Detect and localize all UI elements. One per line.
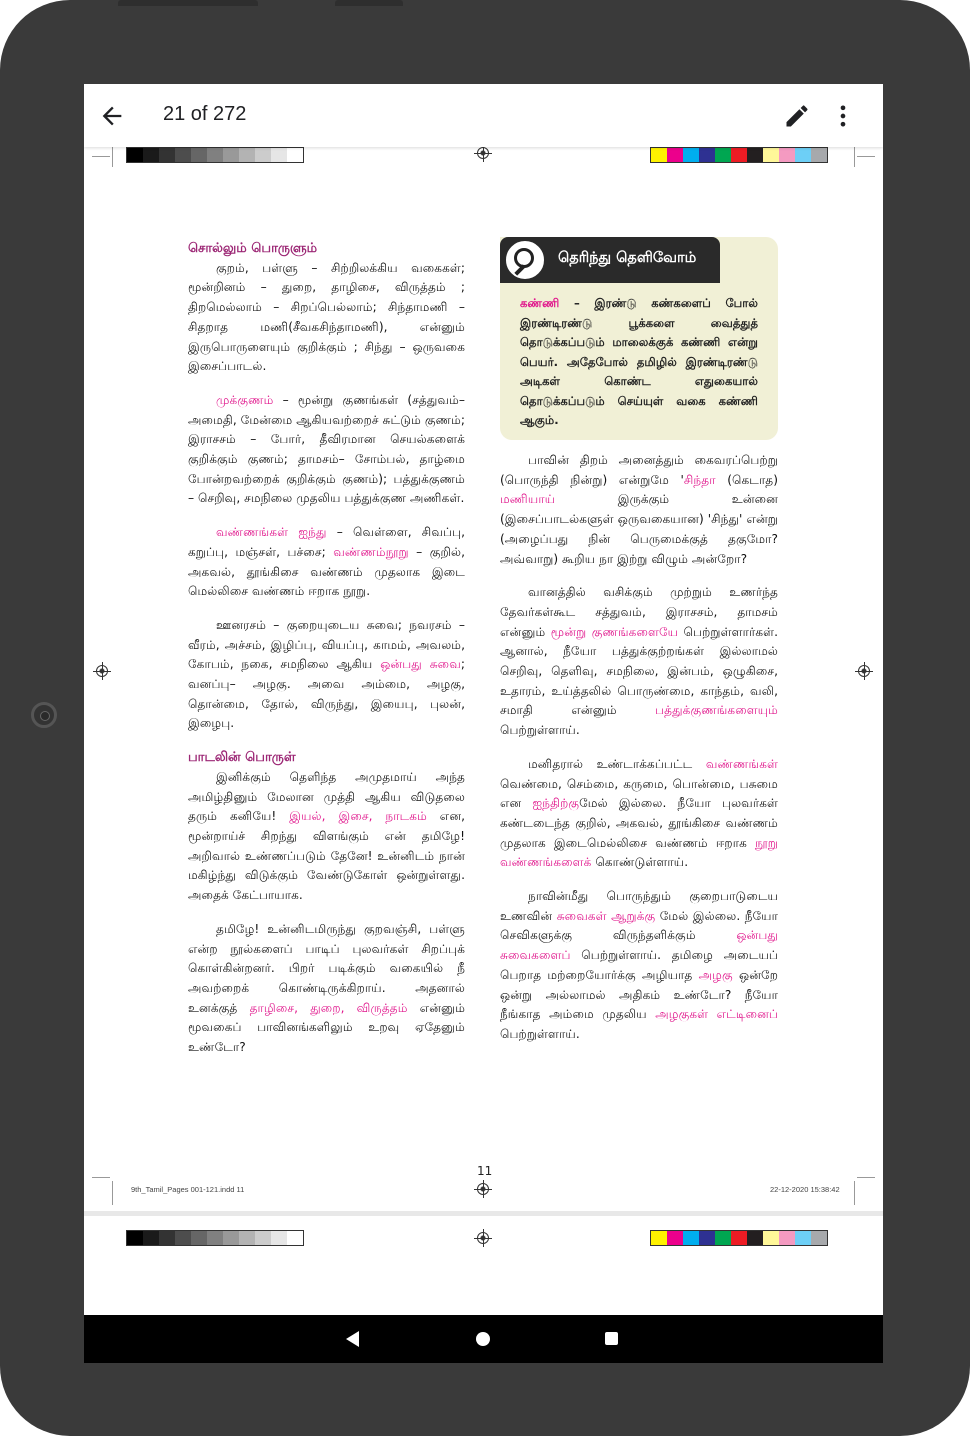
registration-mark xyxy=(477,147,489,159)
crop-mark xyxy=(92,1177,110,1178)
nav-recents-icon[interactable] xyxy=(605,1332,618,1345)
paragraph: ஊனரசம் – குறையுடைய சுவை; நவரசம் – வீரம், அச்சம், இழிப்பு, வியப்பு, காமம், அவலம், கோபம், நகை, சமநிலை ஆகிய ஒன்பது சுவை; வனப்பு– அழகு. அவை அம்மை, அழகு, தொன்மை, தோல், விருந்து, இயைபு, புலன், இழைபு. xyxy=(188,617,465,731)
crop-mark xyxy=(857,156,875,157)
paragraph: முக்குணம் – மூன்று குணங்கள் (சத்துவம்–அமைதி, மேன்மை ஆகியவற்றைச் சுட்டும் குணம்; இராசசம் – போர், தீவிரமான செயல்களைக் குறிக்கும் குணம்; தாமசம்– சோம்பல், தாழ்மை போன்றவற்றைக் குறிக்கும் குணம்); பத்துக்குணம் – செறிவு, சமநிலை முதலிய பத்துக்குண அணிகள். xyxy=(188,392,465,506)
page-indicator: 21 of 272 xyxy=(163,103,247,125)
document-page xyxy=(84,147,883,1211)
crop-mark xyxy=(857,1177,875,1178)
volume-button xyxy=(118,0,258,6)
screen xyxy=(84,84,883,1363)
paragraph: குறம், பள்ளு – சிற்றிலக்கிய வகைகள்; மூன்றினம் – துறை, தாழிசை, விருத்தம் ; திறமெல்லாம் – சிறப்பெல்லாம்; சிந்தாமணி – சிதறாத மணி(சீவகசிந்தாமணி), என்னும் இருபொருளையும் குறிக்கும் ; சிந்து – ஒருவகை இசைப்பாடல். xyxy=(188,260,465,374)
app-bar xyxy=(84,84,883,147)
magnifier-icon xyxy=(506,241,544,279)
next-page xyxy=(84,1216,883,1315)
section-heading: சொல்லும் பொருளும் xyxy=(188,241,318,256)
crop-mark xyxy=(112,147,113,167)
pencil-icon[interactable] xyxy=(783,102,811,130)
power-button xyxy=(335,0,403,6)
info-box xyxy=(500,237,778,440)
paragraph: வண்ணங்கள் ஐந்து – வெள்ளை, சிவப்பு, கறுப்பு, மஞ்சள், பச்சை; வண்ணம்நூறு – குறில், அகவல், தூங்கிசை வண்ணம் முதலாக இடை மெல்லிசை வண்ணம் ஈறாக நூறு. xyxy=(188,525,466,599)
paragraph: வானத்தில் வசிக்கும் முற்றும் உணர்ந்த தேவர்கள்கூட சத்துவம், இராசசம், தாமசம் என்னும் மூன்று குணங்களையே பெற்றுள்ளார்கள். ஆனால், நீயோ பத்துக்குற்றங்கள் இல்லாமல் செறிவு, தெளிவு, சமநிலை, இன்பம், ஒழுகிசை, உதாரம், உய்த்தலில் பொருண்மை, காந்தம், வலி, சமாதி என்னும் பத்துக்குணங்களையும் பெற்றுள்ளாய். xyxy=(500,585,778,738)
left-column xyxy=(188,239,465,1058)
paragraph: இனிக்கும் தெளிந்த அமுதமாய் அந்த அமிழ்தினும் மேலான முத்தி ஆகிய விடுதலை தரும் கனியே! இயல், இசை, நாடகம் என, மூன்றாய்ச் சிறந்து விளங்கும் என் தமிழே! அறிவால் உண்ணப்படும் தேனே! உன்னிடம் நான் மகிழ்ந்து விடுக்கும் வேண்டுகோள் ஒன்றுள்ளது. அதைக் கேட்பாயாக. xyxy=(188,769,466,903)
paragraph: மனிதரால் உண்டாக்கப்பட்ட வண்ணங்கள் வெண்மை, செம்மை, கருமை, பொன்மை, பசுமை என ஐந்திற்குமேல் இல்லை. நீயோ புலவர்கள் கண்டடைந்த குறில், அகவல், தூங்கிசை வண்ணம் முதலாக இடைமெல்லிசை வண்ணம் ஈறாக நூறு வண்ணங்களைக் கொண்டுள்ளாய். xyxy=(500,756,779,870)
system-nav-bar xyxy=(84,1315,883,1363)
paragraph: பாவின் திறம் அனைத்தும் கைவரப்பெற்று (பொருந்தி நின்று) என்றுமே 'சிந்தா (கெடாத) மணியாய் இருக்கும் உன்னை (இசைப்பாடல்களுள் ஒருவகையான) 'சிந்து' என்று (அழைப்பது நின் பெருமைக்குத் தகுமோ? அவ்வாறு) கூறிய நா இற்று விழும் அன்றோ? xyxy=(500,453,778,566)
color-bar xyxy=(650,147,828,163)
info-box-header xyxy=(500,237,720,283)
color-bar xyxy=(650,1230,828,1246)
more-vert-icon[interactable] xyxy=(829,102,857,130)
info-box-text: கண்ணி – இரண்டு கண்களைப் போல் இரண்டிரண்டு பூக்களை வைத்துத் தொடுக்கப்படும் மாலைக்குக் கண்ணி என்று பெயர். அதேபோல் தமிழில் இரண்டிரண்டு அடிகள் கொண்ட எதுகையால் தொடுக்கப்படும் செய்யுள் வகை கண்ணி ஆகும். xyxy=(520,296,758,427)
grayscale-bar xyxy=(126,147,304,163)
right-column xyxy=(500,451,778,1045)
registration-mark xyxy=(477,1232,489,1244)
paragraph: தமிழே! உன்னிடமிருந்து குறவஞ்சி, பள்ளு என்ற நூல்களைப் பாடிப் புலவர்கள் சிறப்புக் கொள்கின்றனர். பிறர் படிக்கும் வகையில் நீ அவற்றைக் கொண்டிருக்கிறாய். அதனால் உனக்குத் தாழிசை, துறை, விருத்தம் என்னும் மூவகைப் பாவினங்களிலும் உறவு ஏதேனும் உண்டோ? xyxy=(188,921,465,1055)
camera-icon xyxy=(31,702,57,728)
registration-mark xyxy=(477,1183,489,1195)
nav-back-icon[interactable] xyxy=(346,1331,359,1347)
page-number: 11 xyxy=(477,1164,493,1178)
grayscale-bar xyxy=(126,1230,304,1246)
registration-mark xyxy=(96,665,108,677)
slug-file: 9th_Tamil_Pages 001-121.indd 11 xyxy=(131,1185,245,1194)
slug-date: 22-12-2020 15:38:42 xyxy=(770,1185,840,1194)
crop-mark xyxy=(112,1181,113,1205)
paragraph: நாவின்மீது பொருந்தும் குறைபாடுடைய உணவின் சுவைகள் ஆறுக்கு மேல் இல்லை. நீயோ செவிகளுக்கு விருந்தளிக்கும் ஒன்பது சுவைகளைப் பெற்றுள்ளாய். தமிழை அடையப் பெறாத மற்றையோர்க்கு அழியாத அழகு ஒன்றே ஒன்று அல்லாமல் அதிகம் உண்டோ? நீயோ நீங்காத அம்மை முதலிய அழகுகள் எட்டினைப் பெற்றுள்ளாய். xyxy=(500,889,779,1041)
registration-mark xyxy=(858,665,870,677)
info-box-title: தெரிந்து தெளிவோம் xyxy=(558,250,697,266)
nav-home-icon[interactable] xyxy=(476,1332,490,1346)
section-heading: பாடலின் பொருள் xyxy=(188,750,296,766)
arrow-back-icon[interactable] xyxy=(98,102,126,130)
crop-mark xyxy=(854,1181,855,1205)
crop-mark xyxy=(92,156,110,157)
crop-mark xyxy=(854,147,855,167)
